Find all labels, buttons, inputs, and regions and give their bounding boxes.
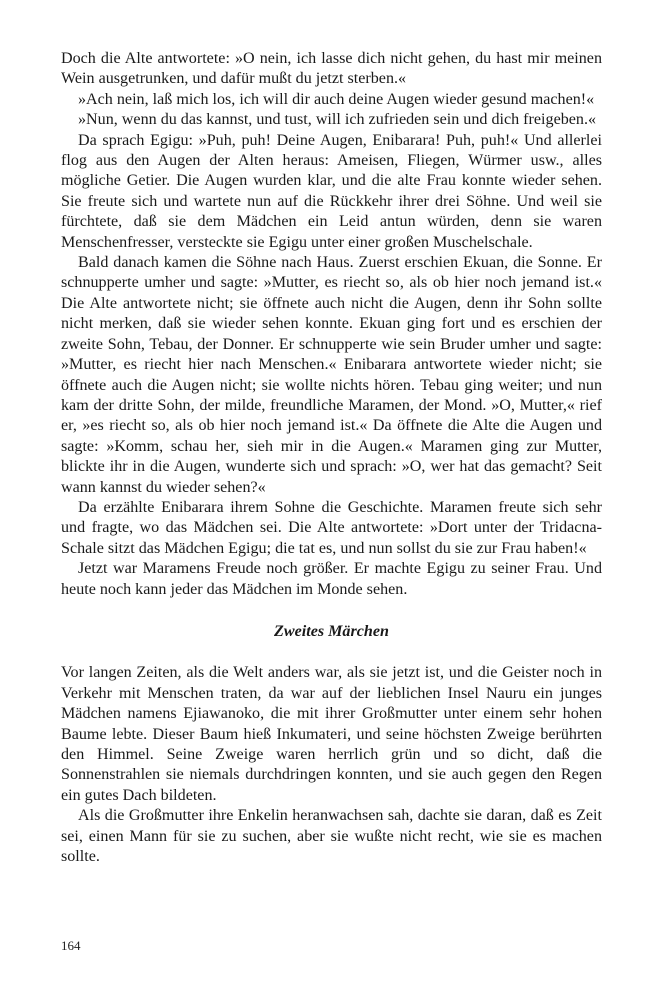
story-one-section <box>61 49 602 600</box>
paragraph: »Nun, wenn du das kannst, und tust, will ich zufrieden sein und dich freigeben.« <box>78 111 597 129</box>
paragraph: Bald danach kamen die Söhne nach Haus. Zuerst erschien Ekuan, die Sonne. Er schnupperte umher und sagte: »Mutter, es riecht so, als ob hier noch jemand ist.« Die Alte antwortete nicht; sie öffnete auch nicht die Augen, denn ihr Sohn sollte nicht merken, daß sie wieder sehen konnte. Ekuan ging fort und es erschien der zweite Sohn, Tebau, der Donner. Er schnupperte wie sein Bruder umher und sagte: »Mutter, es riecht hier nach Menschen.« Enibarara antwortete wieder nicht; sie öffnete auch die Augen nicht; sie wollte nichts hören. Tebau ging weiter; und nun kam der dritte Sohn, der milde, freundliche Maramen, der Mond. »O, Mutter,« rief er, »es riecht so, als ob hier noch jemand ist.« Da öffnete die Alte die Augen und sagte: »Komm, schau her, sieh mir in die Augen.« Maramen ging zur Mutter, blickte ihr in die Augen, wunderte sich und sprach: »O, wer hat das gemacht? Seit wann kannst du wieder sehen?« <box>61 254 602 496</box>
page-number: 164 <box>61 938 81 953</box>
paragraph: »Ach nein, laß mich los, ich will dir auch deine Augen wieder gesund machen!« <box>78 90 595 108</box>
spacer <box>61 642 602 663</box>
paragraph: Doch die Alte antwortete: »O nein, ich lasse dich nicht gehen, du hast mir meinen Wein ausgetrunken, und dafür mußt du jetzt sterben.« <box>61 50 602 88</box>
paragraph: Als die Großmutter ihre Enkelin heranwachsen sah, dachte sie daran, daß es Zeit sei, einen Mann für sie zu suchen, aber sie wußte nicht recht, wie sie es machen sollte. <box>61 807 602 866</box>
paragraph: Vor langen Zeiten, als die Welt anders war, als sie jetzt ist, und die Geister noch in Verkehr mit Menschen traten, da war auf der lieblichen Insel Nauru ein junges Mädchen namens Ejiawanoko, die mit ihrer Großmutter unter einem sehr hohen Baume lebte. Dieser Baum hieß Inkumateri, und seine höchsten Zweige berührten den Himmel. Seine Zweige waren herrlich grün und so dicht, daß die Sonnenstrahlen sie niemals durchdringen konnten, und sie auch gegen den Regen ein gutes Dach bildeten. <box>61 664 602 804</box>
story-two-section <box>61 663 602 867</box>
spacer <box>61 600 602 622</box>
section-heading: Zweites Märchen <box>274 622 389 640</box>
paragraph: Jetzt war Maramens Freude noch größer. Er machte Egigu zu seiner Frau. Und heute noch kann jeder das Mädchen im Monde sehen. <box>61 560 602 598</box>
paragraph: Da sprach Egigu: »Puh, puh! Deine Augen, Enibarara! Puh, puh!« Und allerlei flog aus den Augen der Alten heraus: Ameisen, Fliegen, Würmer usw., alles mögliche Getier. Die Augen wurden klar, und die alte Frau konnte wieder sehen. Sie freute sich und wartete nun auf die Rückkehr ihrer drei Söhne. Und weil sie fürchtete, daß sie dem Mädchen ein Leid antun würden, denn sie waren Menschenfresser, versteckte sie Egigu unter einer großen Muschelschale. <box>61 131 602 251</box>
book-page <box>61 49 602 867</box>
paragraph: Da erzählte Enibarara ihrem Sohne die Geschichte. Maramen freute sich sehr und fragte, wo das Mädchen sei. Die Alte antwortete: »Dort unter der Tridacna-Schale sitzt das Mädchen Egigu; die tat es, und nun sollst du sie zur Frau haben!« <box>61 498 602 557</box>
